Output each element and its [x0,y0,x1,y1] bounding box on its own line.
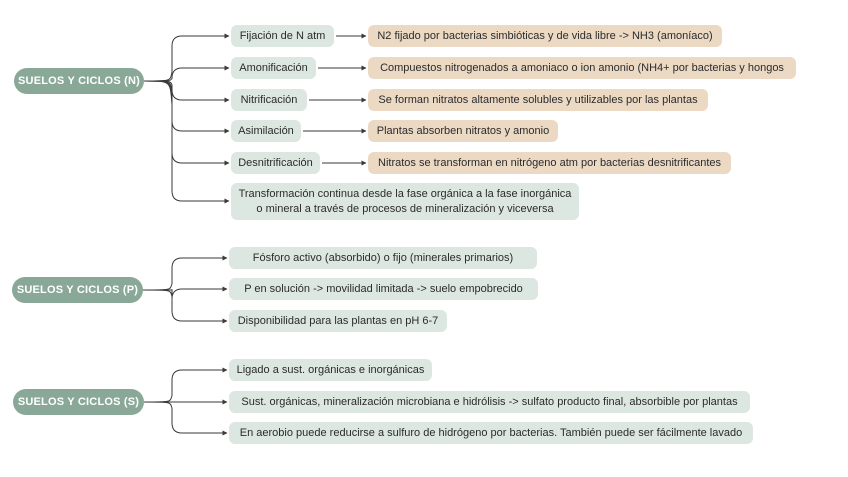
branch-amonificacion: Amonificación [231,57,316,79]
connector-n-3 [144,81,229,100]
branch-fijacion: Fijación de N atm [231,25,334,47]
branch-asimilacion: Asimilación [231,120,301,142]
detail-nitrificacion: Se forman nitratos altamente solubles y utilizables por las plantas [368,89,708,111]
connector-n-4 [144,81,229,131]
connector-p-3 [143,290,227,321]
connector-n-6 [144,81,229,201]
connector-n-2 [144,68,229,81]
branch-nitrificacion: Nitrificación [231,89,307,111]
branch-disponibilidad-ph: Disponibilidad para las plantas en pH 6-7 [229,310,447,332]
connector-n-1 [144,36,229,81]
root-phosphorus-cycle: SUELOS Y CICLOS (P) [12,277,143,303]
detail-asimilacion: Plantas absorben nitratos y amonio [368,120,558,142]
connector-p-1 [143,258,227,290]
connector-p-2 [143,289,227,299]
branch-ligado-sustancias: Ligado a sust. orgánicas e inorgánicas [229,359,432,381]
branch-p-en-solucion: P en solución -> movilidad limitada -> suelo empobrecido [229,278,538,300]
connector-s-3 [144,402,227,433]
branch-transformacion-continua: Transformación continua desde la fase orgánica a la fase inorgánica o mineral a través de procesos de mineralización y viceversa [231,183,579,220]
root-sulfur-cycle: SUELOS Y CICLOS (S) [13,389,144,415]
branch-fosforo-activo: Fósforo activo (absorbido) o fijo (minerales primarios) [229,247,537,269]
branch-desnitrificacion: Desnitrificación [231,152,320,174]
branch-sustancias-organicas: Sust. orgánicas, mineralización microbiana e hidrólisis -> sulfato producto final, absorbible por plantas [229,391,750,413]
detail-desnitrificacion: Nitratos se transforman en nitrógeno atm por bacterias desnitrificantes [368,152,731,174]
detail-fijacion: N2 fijado por bacterias simbióticas y de vida libre -> NH3 (amoníaco) [368,25,722,47]
branch-aerobio: En aerobio puede reducirse a sulfuro de hidrógeno por bacterias. También puede ser fácilmente lavado [229,422,753,444]
root-nitrogen-cycle: SUELOS Y CICLOS (N) [14,68,144,94]
connector-s-1 [144,370,227,402]
connector-n-5 [144,81,229,163]
detail-amonificacion: Compuestos nitrogenados a amoniaco o ion amonio (NH4+ por bacterias y hongos [368,57,796,79]
